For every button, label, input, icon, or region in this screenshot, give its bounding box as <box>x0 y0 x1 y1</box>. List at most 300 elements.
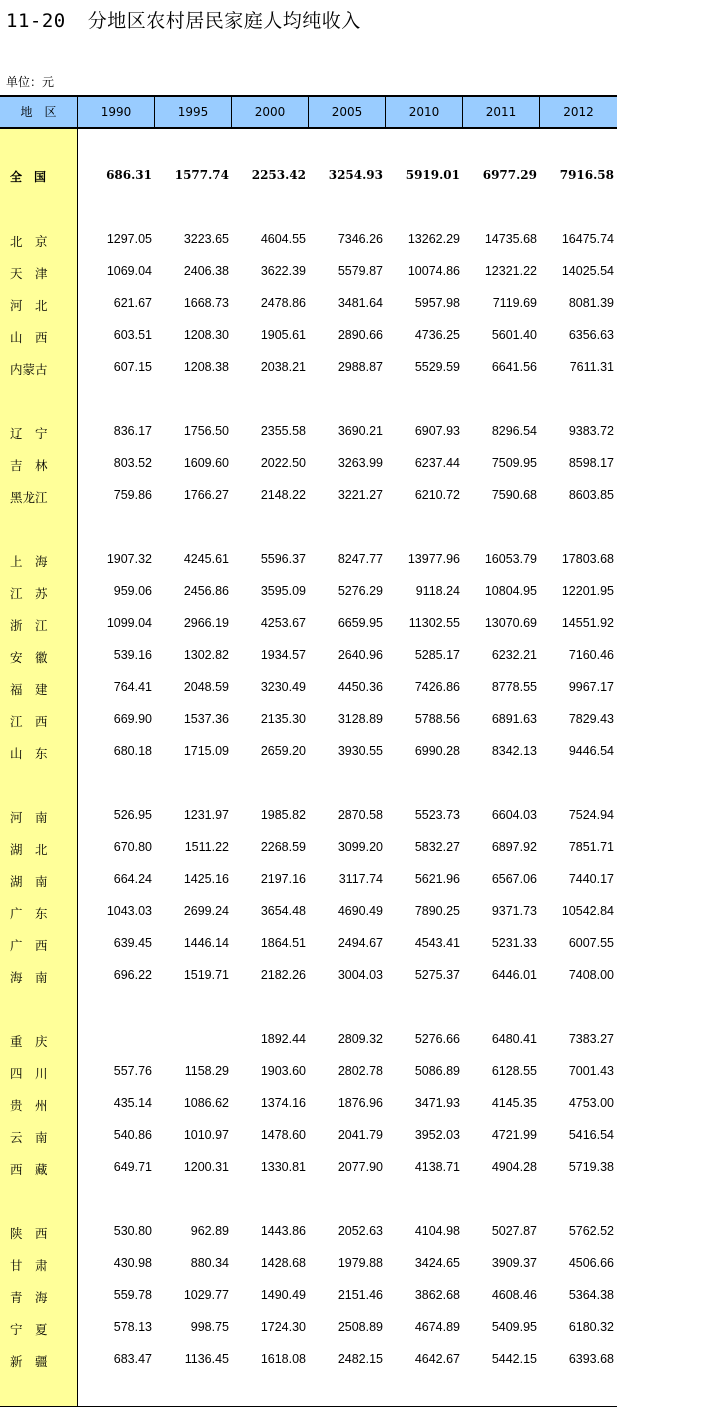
value-cell-1995: 1158.29 <box>184 1064 229 1078</box>
value-cell-2011: 6897.92 <box>491 840 537 854</box>
table-row <box>0 453 617 475</box>
value-cell-1995: 962.89 <box>190 1224 229 1238</box>
value-cell-1995: 2699.24 <box>183 904 229 918</box>
region-name: 广 东 <box>10 906 48 921</box>
value-cell-1990: 670.80 <box>113 840 152 854</box>
value-cell-2000: 5596.37 <box>260 552 306 566</box>
value-cell-1990: 559.78 <box>113 1288 152 1302</box>
value-cell-1995: 1208.30 <box>183 328 229 342</box>
value-cell-2011: 7119.69 <box>492 296 537 310</box>
value-cell-2012: 7829.43 <box>568 712 614 726</box>
value-cell-2012: 7916.58 <box>559 168 614 182</box>
value-cell-2005: 3481.64 <box>337 296 383 310</box>
region-name: 山 东 <box>10 746 48 761</box>
value-cell-2012: 5416.54 <box>568 1128 614 1142</box>
region-name: 新 疆 <box>10 1354 48 1369</box>
value-cell-2012: 16475.74 <box>561 232 614 246</box>
table-row <box>0 1157 617 1179</box>
value-cell-2005: 2802.78 <box>337 1064 383 1078</box>
value-cell-2005: 1876.96 <box>337 1096 383 1110</box>
table-number: 11-20 <box>6 10 66 32</box>
value-cell-1995: 998.75 <box>190 1320 229 1334</box>
value-cell-1990: 430.98 <box>113 1256 152 1270</box>
value-cell-2010: 6907.93 <box>414 424 460 438</box>
table-row <box>0 709 617 731</box>
table-row <box>0 261 617 283</box>
value-cell-2011: 5231.33 <box>491 936 537 950</box>
value-cell-2005: 5579.87 <box>337 264 383 278</box>
value-cell-2011: 6977.29 <box>482 168 537 182</box>
value-cell-1990: 764.41 <box>113 680 152 694</box>
value-cell-2010: 5086.89 <box>414 1064 460 1078</box>
region-name: 黑龙江 <box>10 490 48 505</box>
table-row <box>0 677 617 699</box>
value-cell-2011: 6641.56 <box>491 360 537 374</box>
region-name: 四 川 <box>10 1066 48 1081</box>
header-year: 1990 <box>78 97 155 127</box>
value-cell-2005: 3930.55 <box>337 744 383 758</box>
value-cell-1995: 1715.09 <box>183 744 229 758</box>
value-cell-2010: 5275.37 <box>414 968 460 982</box>
value-cell-2000: 2659.20 <box>260 744 306 758</box>
value-cell-2000: 2135.30 <box>260 712 306 726</box>
value-cell-2011: 5601.40 <box>491 328 537 342</box>
value-cell-1990: 540.86 <box>113 1128 152 1142</box>
region-name: 安 徽 <box>10 650 48 665</box>
value-cell-2010: 10074.86 <box>407 264 460 278</box>
table-row <box>0 1093 617 1115</box>
value-cell-2005: 2041.79 <box>337 1128 383 1142</box>
unit-label: 单位：元 <box>6 75 55 89</box>
value-cell-1995: 1577.74 <box>174 168 229 182</box>
value-cell-2011: 6232.21 <box>491 648 537 662</box>
table-row <box>0 805 617 827</box>
value-cell-1990: 959.06 <box>113 584 152 598</box>
region-name: 辽 宁 <box>10 426 48 441</box>
value-cell-1995: 1136.45 <box>184 1352 229 1366</box>
value-cell-2010: 3424.65 <box>414 1256 460 1270</box>
value-cell-2000: 1934.57 <box>260 648 306 662</box>
value-cell-2010: 6990.28 <box>414 744 460 758</box>
value-cell-2000: 1864.51 <box>260 936 306 950</box>
value-cell-2012: 12201.95 <box>561 584 614 598</box>
value-cell-2012: 9967.17 <box>568 680 614 694</box>
value-cell-1995: 2406.38 <box>183 264 229 278</box>
value-cell-1990: 686.31 <box>106 168 152 182</box>
table-row <box>0 325 617 347</box>
value-cell-2000: 3595.09 <box>260 584 306 598</box>
region-name: 湖 南 <box>10 874 48 889</box>
value-cell-2010: 4104.98 <box>414 1224 460 1238</box>
value-cell-2010: 5285.17 <box>414 648 460 662</box>
value-cell-2000: 1905.61 <box>260 328 306 342</box>
value-cell-2012: 10542.84 <box>561 904 614 918</box>
value-cell-2005: 2870.58 <box>337 808 383 822</box>
region-name: 贵 州 <box>10 1098 48 1113</box>
value-cell-2000: 2148.22 <box>260 488 306 502</box>
value-cell-2011: 4608.46 <box>491 1288 537 1302</box>
region-name: 江 西 <box>10 714 48 729</box>
value-cell-2011: 6128.55 <box>491 1064 537 1078</box>
value-cell-2010: 3952.03 <box>414 1128 460 1142</box>
region-name: 内蒙古 <box>10 362 48 377</box>
region-name: 海 南 <box>10 970 48 985</box>
value-cell-2012: 8603.85 <box>568 488 614 502</box>
value-cell-2005: 2482.15 <box>337 1352 383 1366</box>
value-cell-2000: 2022.50 <box>260 456 306 470</box>
value-cell-1990: 621.67 <box>113 296 152 310</box>
value-cell-2005: 4690.49 <box>337 904 383 918</box>
table-row <box>0 901 617 923</box>
header-year: 2011 <box>463 97 540 127</box>
value-cell-1990: 1907.32 <box>106 552 152 566</box>
value-cell-2011: 7590.68 <box>491 488 537 502</box>
region-name: 浙 江 <box>10 618 48 633</box>
value-cell-2000: 1428.68 <box>260 1256 306 1270</box>
value-cell-1995: 1668.73 <box>183 296 229 310</box>
value-cell-2012: 9446.54 <box>568 744 614 758</box>
value-cell-2010: 6237.44 <box>414 456 460 470</box>
region-name: 河 南 <box>10 810 48 825</box>
table-row <box>0 613 617 635</box>
value-cell-2005: 5276.29 <box>337 584 383 598</box>
value-cell-1995: 2456.86 <box>183 584 229 598</box>
value-cell-2012: 5762.52 <box>568 1224 614 1238</box>
value-cell-1995: 1029.77 <box>183 1288 229 1302</box>
value-cell-2005: 2809.32 <box>337 1032 383 1046</box>
value-cell-2012: 7160.46 <box>568 648 614 662</box>
value-cell-1990: 649.71 <box>113 1160 152 1174</box>
value-cell-1990: 669.90 <box>113 712 152 726</box>
value-cell-2011: 3909.37 <box>491 1256 537 1270</box>
value-cell-1990: 1099.04 <box>106 616 152 630</box>
value-cell-2005: 3128.89 <box>337 712 383 726</box>
value-cell-1995: 1302.82 <box>183 648 229 662</box>
value-cell-2010: 13262.29 <box>407 232 460 246</box>
value-cell-2000: 1892.44 <box>260 1032 306 1046</box>
table-header <box>0 95 617 129</box>
value-cell-2011: 9371.73 <box>491 904 537 918</box>
region-name: 西 藏 <box>10 1162 48 1177</box>
region-name: 河 北 <box>10 298 48 313</box>
value-cell-2010: 5276.66 <box>414 1032 460 1046</box>
value-cell-2012: 8081.39 <box>568 296 614 310</box>
value-cell-2012: 7524.94 <box>568 808 614 822</box>
table-row <box>0 229 617 251</box>
value-cell-2011: 10804.95 <box>484 584 537 598</box>
value-cell-1990: 435.14 <box>113 1096 152 1110</box>
header-year: 1995 <box>155 97 232 127</box>
table-row <box>0 1125 617 1147</box>
value-cell-2005: 3004.03 <box>337 968 383 982</box>
value-cell-2005: 2640.96 <box>337 648 383 662</box>
page-title <box>6 6 361 33</box>
table-row <box>0 869 617 891</box>
region-name: 湖 北 <box>10 842 48 857</box>
table-row <box>0 549 617 571</box>
value-cell-2005: 4450.36 <box>337 680 383 694</box>
value-cell-2012: 7851.71 <box>568 840 614 854</box>
value-cell-2012: 6007.55 <box>568 936 614 950</box>
region-name: 宁 夏 <box>10 1322 48 1337</box>
value-cell-1990: 696.22 <box>113 968 152 982</box>
value-cell-2005: 2494.67 <box>337 936 383 950</box>
table-row <box>0 837 617 859</box>
value-cell-2012: 6180.32 <box>568 1320 614 1334</box>
value-cell-2010: 4674.89 <box>414 1320 460 1334</box>
table-title: 分地区农村居民家庭人均纯收入 <box>87 10 361 32</box>
value-cell-2012: 9383.72 <box>568 424 614 438</box>
region-name: 吉 林 <box>10 458 48 473</box>
header-region: 地 区 <box>0 97 78 127</box>
value-cell-2010: 5788.56 <box>414 712 460 726</box>
value-cell-2000: 3654.48 <box>260 904 306 918</box>
table-row <box>0 1317 617 1339</box>
value-cell-2010: 5919.01 <box>405 168 460 182</box>
value-cell-2010: 5957.98 <box>414 296 460 310</box>
value-cell-2011: 6446.01 <box>491 968 537 982</box>
value-cell-2010: 4138.71 <box>414 1160 460 1174</box>
value-cell-1995: 1511.22 <box>184 840 229 854</box>
table-row <box>0 357 617 379</box>
value-cell-2000: 2038.21 <box>260 360 306 374</box>
table-row <box>0 485 617 507</box>
value-cell-2000: 2253.42 <box>251 168 306 182</box>
value-cell-1995: 1086.62 <box>183 1096 229 1110</box>
value-cell-2005: 3690.21 <box>337 424 383 438</box>
value-cell-2005: 8247.77 <box>337 552 383 566</box>
value-cell-2000: 3230.49 <box>260 680 306 694</box>
value-cell-2005: 2151.46 <box>337 1288 383 1302</box>
value-cell-2010: 5621.96 <box>414 872 460 886</box>
region-name: 天 津 <box>10 266 48 281</box>
value-cell-1990: 607.15 <box>113 360 152 374</box>
value-cell-2010: 5523.73 <box>414 808 460 822</box>
value-cell-2011: 4145.35 <box>491 1096 537 1110</box>
region-name: 北 京 <box>10 234 48 249</box>
table-row <box>0 581 617 603</box>
value-cell-2010: 9118.24 <box>415 584 460 598</box>
value-cell-2010: 13977.96 <box>407 552 460 566</box>
value-cell-2012: 7611.31 <box>569 360 614 374</box>
value-cell-2005: 2077.90 <box>337 1160 383 1174</box>
value-cell-2012: 17803.68 <box>561 552 614 566</box>
value-cell-1995: 3223.65 <box>183 232 229 246</box>
value-cell-1990: 664.24 <box>113 872 152 886</box>
value-cell-2012: 6356.63 <box>568 328 614 342</box>
value-cell-1995: 880.34 <box>190 1256 229 1270</box>
value-cell-2000: 1490.49 <box>260 1288 306 1302</box>
value-cell-2005: 1979.88 <box>337 1256 383 1270</box>
value-cell-1995: 1231.97 <box>183 808 229 822</box>
value-cell-2011: 6891.63 <box>491 712 537 726</box>
value-cell-2012: 8598.17 <box>568 456 614 470</box>
value-cell-2011: 8778.55 <box>491 680 537 694</box>
header-year: 2000 <box>232 97 309 127</box>
region-name: 江 苏 <box>10 586 48 601</box>
value-cell-1995: 1200.31 <box>183 1160 229 1174</box>
value-cell-2000: 2355.58 <box>260 424 306 438</box>
value-cell-2011: 4721.99 <box>491 1128 537 1142</box>
value-cell-2000: 1330.81 <box>260 1160 306 1174</box>
value-cell-2000: 1443.86 <box>260 1224 306 1238</box>
value-cell-2010: 4543.41 <box>414 936 460 950</box>
value-cell-1990: 1297.05 <box>106 232 152 246</box>
value-cell-2012: 7383.27 <box>568 1032 614 1046</box>
table-row <box>0 933 617 955</box>
value-cell-2010: 4736.25 <box>414 328 460 342</box>
value-cell-2000: 1478.60 <box>260 1128 306 1142</box>
value-cell-2010: 11302.55 <box>408 616 460 630</box>
value-cell-1990: 680.18 <box>113 744 152 758</box>
region-name: 山 西 <box>10 330 48 345</box>
value-cell-1995: 1425.16 <box>183 872 229 886</box>
value-cell-2011: 6567.06 <box>491 872 537 886</box>
value-cell-2005: 2988.87 <box>337 360 383 374</box>
value-cell-2011: 8296.54 <box>491 424 537 438</box>
value-cell-2012: 5364.38 <box>568 1288 614 1302</box>
table-row <box>0 293 617 315</box>
value-cell-1990: 803.52 <box>113 456 152 470</box>
value-cell-1995: 1609.60 <box>183 456 229 470</box>
value-cell-2005: 3117.74 <box>338 872 383 886</box>
value-cell-2010: 3471.93 <box>414 1096 460 1110</box>
table-row <box>0 1221 617 1243</box>
value-cell-2000: 2182.26 <box>260 968 306 982</box>
region-name: 甘 肃 <box>10 1258 48 1273</box>
value-cell-2010: 4642.67 <box>414 1352 460 1366</box>
value-cell-2012: 14551.92 <box>561 616 614 630</box>
value-cell-2010: 6210.72 <box>414 488 460 502</box>
table-row <box>0 1253 617 1275</box>
value-cell-2012: 7408.00 <box>568 968 614 982</box>
value-cell-1990: 578.13 <box>113 1320 152 1334</box>
value-cell-1990: 836.17 <box>113 424 152 438</box>
value-cell-1990: 539.16 <box>113 648 152 662</box>
value-cell-2005: 2052.63 <box>337 1224 383 1238</box>
value-cell-2011: 4904.28 <box>491 1160 537 1174</box>
region-name: 全 国 <box>10 170 47 184</box>
value-cell-1990: 639.45 <box>113 936 152 950</box>
region-name: 云 南 <box>10 1130 48 1145</box>
region-name: 青 海 <box>10 1290 48 1305</box>
value-cell-1995: 1010.97 <box>183 1128 229 1142</box>
value-cell-2000: 3622.39 <box>260 264 306 278</box>
value-cell-2005: 2890.66 <box>337 328 383 342</box>
table-row <box>0 1029 617 1051</box>
value-cell-2000: 1985.82 <box>260 808 306 822</box>
value-cell-2010: 5529.59 <box>414 360 460 374</box>
value-cell-2005: 7346.26 <box>337 232 383 246</box>
value-cell-2011: 6480.41 <box>491 1032 537 1046</box>
value-cell-2012: 4753.00 <box>568 1096 614 1110</box>
table-row <box>0 1061 617 1083</box>
value-cell-2012: 6393.68 <box>568 1352 614 1366</box>
value-cell-2011: 7509.95 <box>491 456 537 470</box>
value-cell-2011: 5442.15 <box>491 1352 537 1366</box>
value-cell-2005: 3099.20 <box>337 840 383 854</box>
value-cell-2000: 1724.30 <box>260 1320 306 1334</box>
value-cell-2000: 1374.16 <box>260 1096 306 1110</box>
value-cell-2000: 4604.55 <box>260 232 306 246</box>
value-cell-2000: 1903.60 <box>260 1064 306 1078</box>
value-cell-2000: 2197.16 <box>260 872 306 886</box>
value-cell-1990: 526.95 <box>113 808 152 822</box>
value-cell-2012: 7001.43 <box>568 1064 614 1078</box>
value-cell-2005: 3263.99 <box>337 456 383 470</box>
value-cell-2011: 8342.13 <box>491 744 537 758</box>
table-row <box>0 1349 617 1371</box>
value-cell-1995: 2048.59 <box>183 680 229 694</box>
value-cell-2011: 16053.79 <box>484 552 537 566</box>
value-cell-2010: 7426.86 <box>414 680 460 694</box>
value-cell-2012: 4506.66 <box>568 1256 614 1270</box>
region-name: 陕 西 <box>10 1226 48 1241</box>
value-cell-2011: 14735.68 <box>484 232 537 246</box>
value-cell-2011: 5409.95 <box>491 1320 537 1334</box>
header-year: 2005 <box>309 97 386 127</box>
value-cell-1995: 2966.19 <box>183 616 229 630</box>
value-cell-2005: 3221.27 <box>337 488 383 502</box>
value-cell-1990: 1069.04 <box>106 264 152 278</box>
value-cell-1995: 1446.14 <box>183 936 229 950</box>
value-cell-1990: 603.51 <box>113 328 152 342</box>
value-cell-1995: 1208.38 <box>183 360 229 374</box>
value-cell-1995: 1537.36 <box>183 712 229 726</box>
region-name: 福 建 <box>10 682 48 697</box>
value-cell-1990: 683.47 <box>113 1352 152 1366</box>
table-bottom-rule <box>0 1406 617 1407</box>
value-cell-2005: 2508.89 <box>337 1320 383 1334</box>
value-cell-2012: 7440.17 <box>568 872 614 886</box>
value-cell-2010: 3862.68 <box>414 1288 460 1302</box>
header-year: 2012 <box>563 105 594 119</box>
region-name: 重 庆 <box>10 1034 48 1049</box>
value-cell-2011: 12321.22 <box>484 264 537 278</box>
value-cell-2000: 2478.86 <box>260 296 306 310</box>
value-cell-2011: 13070.69 <box>484 616 537 630</box>
header-year: 2010 <box>386 97 463 127</box>
value-cell-2012: 14025.54 <box>561 264 614 278</box>
value-cell-1990: 759.86 <box>113 488 152 502</box>
value-cell-2010: 7890.25 <box>414 904 460 918</box>
table-row <box>0 421 617 443</box>
value-cell-2012: 5719.38 <box>568 1160 614 1174</box>
value-cell-2011: 6604.03 <box>491 808 537 822</box>
table-row <box>0 165 617 187</box>
value-cell-2011: 5027.87 <box>491 1224 537 1238</box>
value-cell-2005: 3254.93 <box>328 168 383 182</box>
table-row <box>0 1285 617 1307</box>
region-name: 广 西 <box>10 938 48 953</box>
value-cell-1990: 1043.03 <box>106 904 152 918</box>
value-cell-1995: 1756.50 <box>183 424 229 438</box>
value-cell-1990: 557.76 <box>113 1064 152 1078</box>
value-cell-1995: 4245.61 <box>183 552 229 566</box>
value-cell-1995: 1519.71 <box>183 968 229 982</box>
value-cell-1990: 530.80 <box>113 1224 152 1238</box>
table-row <box>0 741 617 763</box>
region-name: 上 海 <box>10 554 48 569</box>
value-cell-2000: 1618.08 <box>260 1352 306 1366</box>
table-row <box>0 645 617 667</box>
value-cell-2005: 6659.95 <box>337 616 383 630</box>
value-cell-1995: 1766.27 <box>183 488 229 502</box>
value-cell-2000: 4253.67 <box>260 616 306 630</box>
value-cell-2000: 2268.59 <box>260 840 306 854</box>
region-column-shade <box>0 129 78 1407</box>
table-row <box>0 965 617 987</box>
